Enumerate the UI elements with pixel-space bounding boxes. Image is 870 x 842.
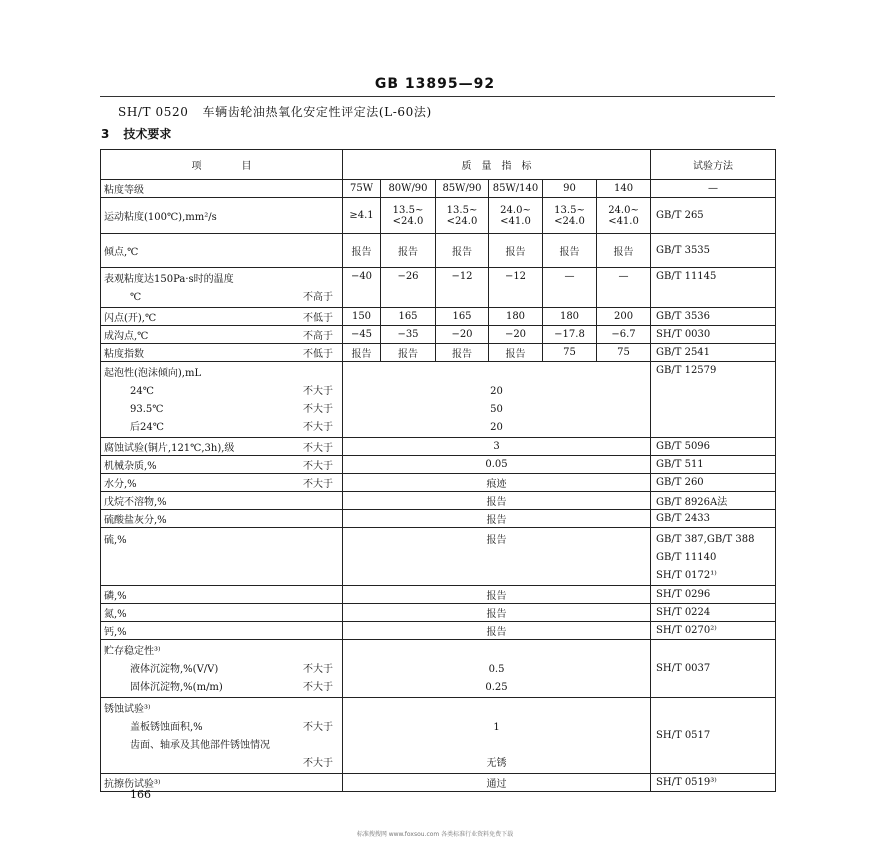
value-cell: −20: [436, 326, 489, 344]
row-label: 锈蚀试验³⁾ 盖板锈蚀面积,% 不大于 齿面、轴承及其他部件锈蚀情况 不大于: [101, 698, 343, 774]
table-row: [101, 268, 776, 308]
row-label: 磷,%: [101, 586, 343, 604]
value-cell: 3: [343, 438, 651, 456]
section-title: 技术要求: [123, 127, 172, 141]
value-cell: 75: [543, 344, 597, 362]
method-cell: SH/T 0519³⁾: [651, 774, 776, 792]
method-cell: GB/T 11145: [651, 268, 776, 308]
header-method: 试验方法: [651, 150, 776, 180]
value-cell: 1 无锈: [343, 698, 651, 774]
method-cell: GB/T 5096: [651, 438, 776, 456]
value-cell: 报告: [343, 622, 651, 640]
row-label: 起泡性(泡沫倾向),mL 24℃ 不大于 93.5℃ 不大于 后24℃ 不大于: [101, 362, 343, 438]
table-row: [101, 586, 776, 604]
method-cell: GB/T 2541: [651, 344, 776, 362]
table-row: [101, 492, 776, 510]
row-label: 倾点,℃: [101, 234, 343, 268]
value-cell: 报告: [436, 344, 489, 362]
value-cell: −6.7: [597, 326, 651, 344]
value-cell: 报告: [489, 234, 543, 268]
value-cell: 0.05: [343, 456, 651, 474]
table-row: [101, 774, 776, 792]
row-label: 粘度等级: [101, 180, 343, 198]
row-label: 粘度指数 不低于: [101, 344, 343, 362]
value-cell: 165: [436, 308, 489, 326]
row-label: 硫酸盐灰分,%: [101, 510, 343, 528]
table-row: [101, 474, 776, 492]
value-cell: 报告: [543, 234, 597, 268]
row-label: 贮存稳定性³⁾ 液体沉淀物,%(V/V) 不大于 固体沉淀物,%(m/m) 不大于: [101, 640, 343, 698]
value-cell: 13.5~ <24.0: [381, 198, 436, 234]
value-cell: −35: [381, 326, 436, 344]
method-cell: GB/T 2433: [651, 510, 776, 528]
value-cell: 报告: [381, 234, 436, 268]
method-cell: GB/T 260: [651, 474, 776, 492]
grade-cell: 85W/90: [436, 180, 489, 198]
table-row: [101, 438, 776, 456]
value-cell: −40: [343, 268, 381, 308]
header-quality: 质 量 指 标: [343, 150, 651, 180]
method-cell: GB/T 12579: [651, 362, 776, 438]
method-cell: GB/T 387,GB/T 388 GB/T 11140 SH/T 0172¹⁾: [651, 528, 776, 586]
table-row: [101, 510, 776, 528]
value-cell: —: [543, 268, 597, 308]
reference-line: [118, 103, 432, 120]
method-cell: SH/T 0296: [651, 586, 776, 604]
row-label: 闪点(开),℃ 不低于: [101, 308, 343, 326]
method-cell: —: [651, 180, 776, 198]
grade-cell: 80W/90: [381, 180, 436, 198]
table-row: [101, 528, 776, 586]
value-cell: 13.5~ <24.0: [543, 198, 597, 234]
value-cell: 180: [489, 308, 543, 326]
method-cell: SH/T 0030: [651, 326, 776, 344]
value-cell: 报告: [343, 344, 381, 362]
table-row: [101, 326, 776, 344]
header-rule: [100, 96, 775, 97]
method-cell: GB/T 511: [651, 456, 776, 474]
table-row: [101, 698, 776, 774]
value-cell: 报告: [597, 234, 651, 268]
table-header-row: [101, 150, 776, 180]
method-cell: GB/T 3536: [651, 308, 776, 326]
value-cell: 报告: [489, 344, 543, 362]
value-cell: 报告: [436, 234, 489, 268]
value-cell: 痕迹: [343, 474, 651, 492]
value-cell: —: [597, 268, 651, 308]
row-label: 成沟点,℃ 不高于: [101, 326, 343, 344]
value-cell: 报告: [343, 604, 651, 622]
row-label: 运动粘度(100℃),mm²/s: [101, 198, 343, 234]
row-label: 氮,%: [101, 604, 343, 622]
value-cell: 180: [543, 308, 597, 326]
value-cell: 报告: [343, 492, 651, 510]
row-label: 腐蚀试验(铜片,121℃,3h),级 不大于: [101, 438, 343, 456]
reference-title: 车辆齿轮油热氧化安定性评定法(L-60法): [202, 105, 432, 119]
value-cell: 24.0~ <41.0: [489, 198, 543, 234]
row-label: 水分,% 不大于: [101, 474, 343, 492]
value-cell: 24.0~ <41.0: [597, 198, 651, 234]
row-label: 机械杂质,% 不大于: [101, 456, 343, 474]
technical-requirements-table: [100, 149, 776, 792]
reference-standard: SH/T 0520: [118, 105, 189, 119]
row-label: 表观粘度达150Pa·s时的温度 ℃ 不高于: [101, 268, 343, 308]
grade-cell: 140: [597, 180, 651, 198]
value-cell: 报告: [343, 510, 651, 528]
table-row: [101, 234, 776, 268]
row-label: 硫,%: [101, 528, 343, 586]
grade-cell: 75W: [343, 180, 381, 198]
value-cell: 150: [343, 308, 381, 326]
header-item: 项 目: [101, 150, 343, 180]
table-row: [101, 604, 776, 622]
table-row: [101, 622, 776, 640]
method-cell: SH/T 0270²⁾: [651, 622, 776, 640]
value-cell: 13.5~ <24.0: [436, 198, 489, 234]
footer-watermark: 标准搜搜网 www.foxsou.com 各类标准行业资料免费下载: [356, 831, 514, 838]
value-cell: 75: [597, 344, 651, 362]
table-row: [101, 456, 776, 474]
value-cell: −12: [436, 268, 489, 308]
table-row: [101, 362, 776, 438]
method-cell: GB/T 265: [651, 198, 776, 234]
value-cell: 通过: [343, 774, 651, 792]
table-row: [101, 640, 776, 698]
row-label: 抗擦伤试验³⁾: [101, 774, 343, 792]
value-cell: 200: [597, 308, 651, 326]
value-cell: 报告: [343, 528, 651, 586]
value-cell: 报告: [343, 234, 381, 268]
value-cell: −17.8: [543, 326, 597, 344]
document-header: GB 13895—92: [374, 76, 496, 92]
method-cell: GB/T 3535: [651, 234, 776, 268]
value-cell: 20 50 20: [343, 362, 651, 438]
value-cell: −26: [381, 268, 436, 308]
row-label: 戊烷不溶物,%: [101, 492, 343, 510]
method-cell: SH/T 0224: [651, 604, 776, 622]
table-row: [101, 180, 776, 198]
page-number: 166: [130, 788, 151, 801]
value-cell: 报告: [343, 586, 651, 604]
row-label: 钙,%: [101, 622, 343, 640]
table-row: [101, 344, 776, 362]
value-cell: −45: [343, 326, 381, 344]
value-cell: −20: [489, 326, 543, 344]
value-cell: −12: [489, 268, 543, 308]
method-cell: SH/T 0517: [651, 698, 776, 774]
section-number: 3: [101, 127, 110, 141]
value-cell: 165: [381, 308, 436, 326]
method-cell: GB/T 8926A法: [651, 492, 776, 510]
grade-cell: 90: [543, 180, 597, 198]
method-cell: SH/T 0037: [651, 640, 776, 698]
value-cell: ≥4.1: [343, 198, 381, 234]
table-row: [101, 198, 776, 234]
value-cell: 报告: [381, 344, 436, 362]
section-heading: [101, 125, 171, 142]
grade-cell: 85W/140: [489, 180, 543, 198]
table-row: [101, 308, 776, 326]
value-cell: 0.5 0.25: [343, 640, 651, 698]
